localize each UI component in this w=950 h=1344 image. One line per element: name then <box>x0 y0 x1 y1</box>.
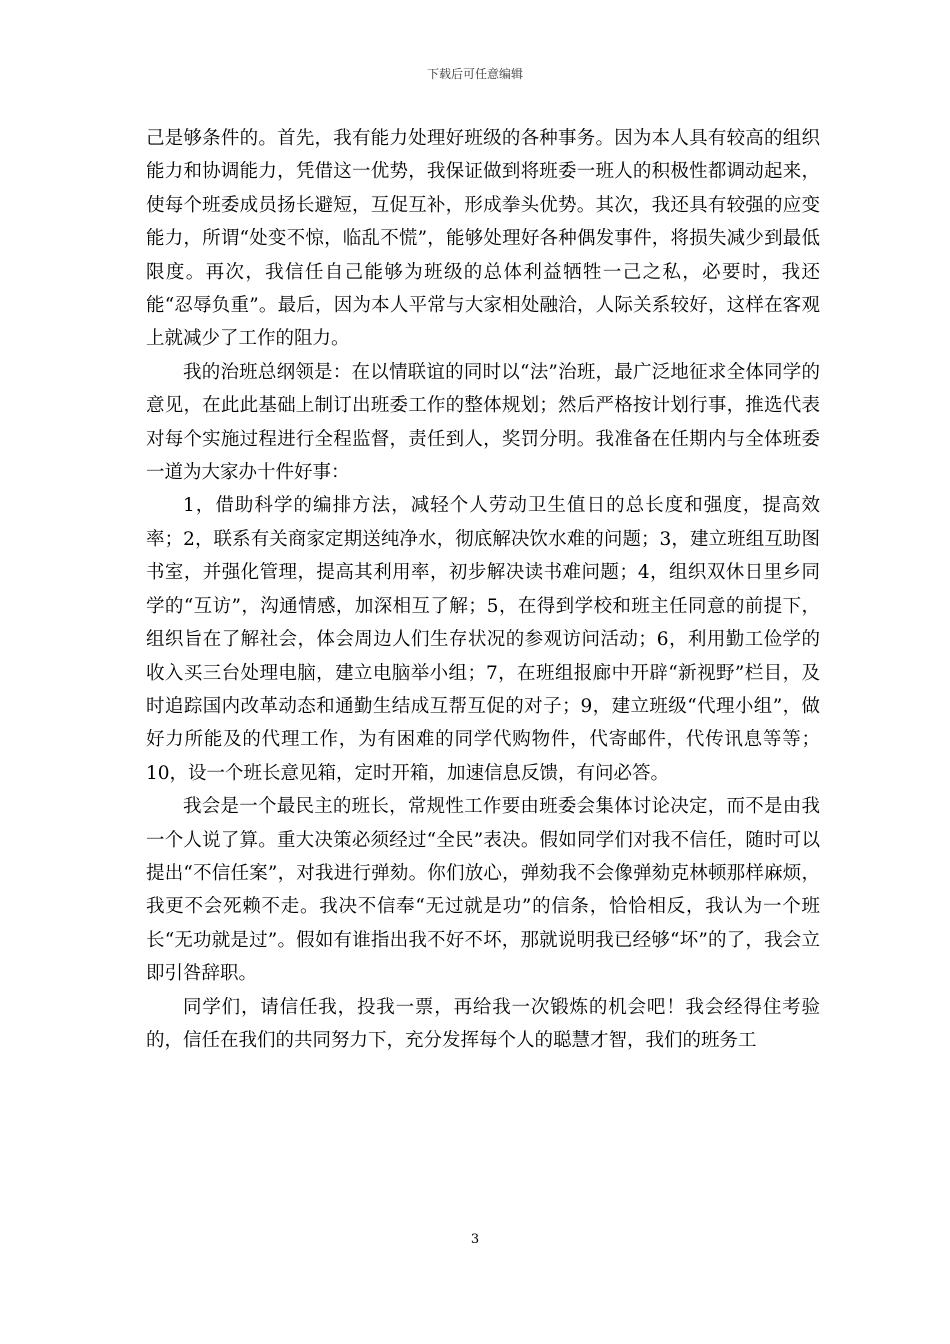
document-body <box>146 122 820 1057</box>
paragraph-4: 我会是一个最民主的班长，常规性工作要由班委会集体讨论决定，而不是由我一个人说了算。重大决策必须经过“全民”表决。假如同学们对我不信任，随时可以提出“不信任案”，对我进行弹劾。你们放心，弹劾我不会像弹劾克林顿那样麻烦，我更不会死赖不走。我决不信奉“无过就是功”的信条，恰恰相反，我认为一个班长“无功就是过”。假如有谁指出我不好不坏，那就说明我已经够“坏”的了，我会立即引咎辞职。 <box>146 796 820 985</box>
paragraph-5: 同学们，请信任我，投我一票，再给我一次锻炼的机会吧！我会经得住考验的，信任在我们的共同努力下，充分发挥每个人的聪慧才智，我们的班务工 <box>146 996 820 1051</box>
paragraph-2: 我的治班总纲领是：在以情联谊的同时以“法”治班，最广泛地征求全体同学的意见，在此此基础上制订出班委工作的整体规划；然后严格按计划行事，推选代表对每个实施过程进行全程监督，责任到人，奖罚分明。我准备在任期内与全体班委一道为大家办十件好事： <box>146 361 820 484</box>
page-number: 3 <box>470 1232 480 1247</box>
paragraph-3: 1，借助科学的编排方法，减轻个人劳动卫生值日的总长度和强度，提高效率；2，联系有关商家定期送纯净水，彻底解决饮水难的问题；3，建立班组互助图书室，并强化管理，提高其利用率，初步解决读书难问题；4，组织双休日里乡同学的“互访”，沟通情感，加深相互了解；5，在得到学校和班主任同意的前提下，组织旨在了解社会，体会周边人们生存状况的参观访问活动；6，利用勤工俭学的收入买三台处理电脑，建立电脑举小组；7，在班组报廊中开辟“新视野”栏目，及时追踪国内改革动态和通勤生结成互帮互促的对子；9，建立班级“代理小组”，做好力所能及的代理工作，为有困难的同学代购物件，代寄邮件，代传讯息等等；10，设一个班长意见箱，定时开箱，加速信息反馈，有问必答。 <box>146 495 820 784</box>
paragraph-1: 己是够条件的。首先，我有能力处理好班级的各种事务。因为本人具有较高的组织能力和协调能力，凭借这一优势，我保证做到将班委一班人的积极性都调动起来，使每个班委成员扬长避短，互促互补，形成拳头优势。其次，我还具有较强的应变能力，所谓“处变不惊，临乱不慌”，能够处理好各种偶发事件，将损失减少到最低限度。再次，我信任自己能够为班级的总体利益牺牲一己之私，必要时，我还能“忍辱负重”。最后，因为本人平常与大家相处融洽，人际关系较好，这样在客观上就减少了工作的阻力。 <box>146 128 820 350</box>
page-header: 下载后可任意编辑 <box>426 67 523 81</box>
